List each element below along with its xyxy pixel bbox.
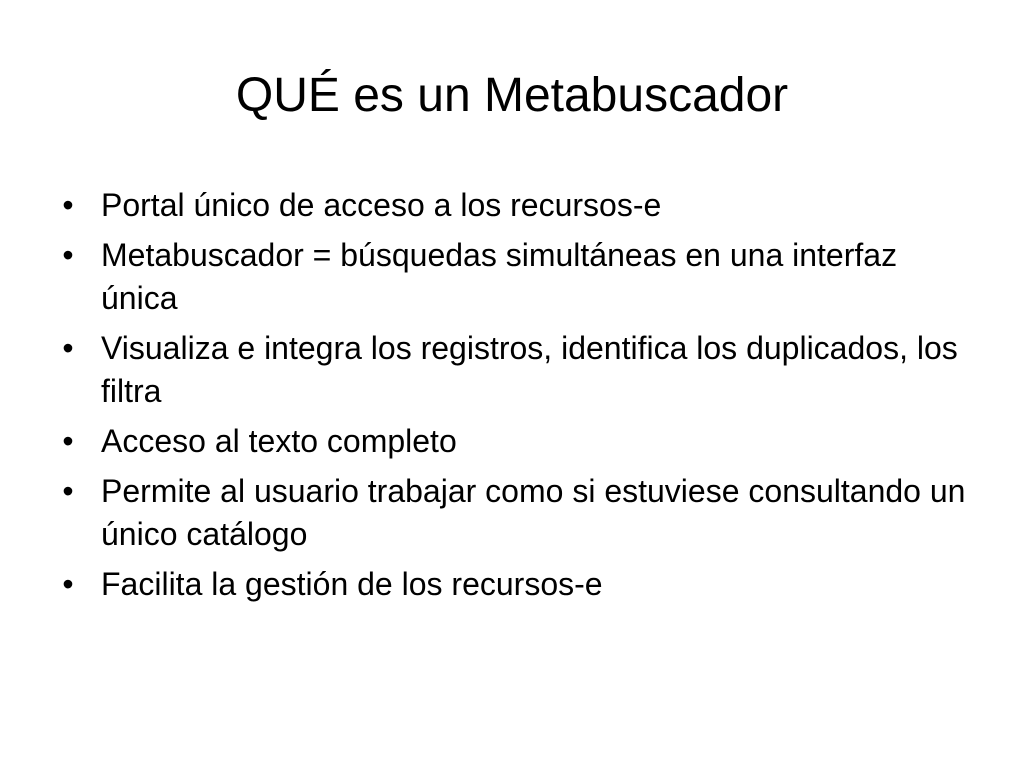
bullet-text: Visualiza e integra los registros, identifica los duplicados, los filtra — [101, 330, 958, 409]
bullet-dot-icon: • — [62, 237, 74, 273]
bullet-item — [56, 184, 976, 227]
bullet-item — [56, 470, 976, 556]
bullet-text: Portal único de acceso a los recursos-e — [101, 187, 662, 223]
bullet-text: Acceso al texto completo — [101, 423, 457, 459]
bullet-text: Permite al usuario trabajar como si estuviese consultando un único catálogo — [101, 473, 966, 552]
bullet-item — [56, 420, 976, 463]
bullet-item — [56, 327, 976, 413]
bullet-text: Metabuscador = búsquedas simultáneas en una interfaz única — [101, 237, 898, 316]
bullet-dot-icon: • — [62, 330, 74, 366]
bullet-item — [56, 563, 976, 606]
bullet-dot-icon: • — [62, 473, 74, 509]
bullet-item — [56, 234, 976, 320]
bullet-dot-icon: • — [62, 423, 74, 459]
bullet-text: Facilita la gestión de los recursos-e — [101, 566, 603, 602]
bullet-dot-icon: • — [62, 566, 74, 602]
slide-title: QUÉ es un Metabuscador — [235, 69, 789, 122]
bullet-dot-icon: • — [62, 187, 74, 223]
bullet-list — [56, 184, 976, 613]
